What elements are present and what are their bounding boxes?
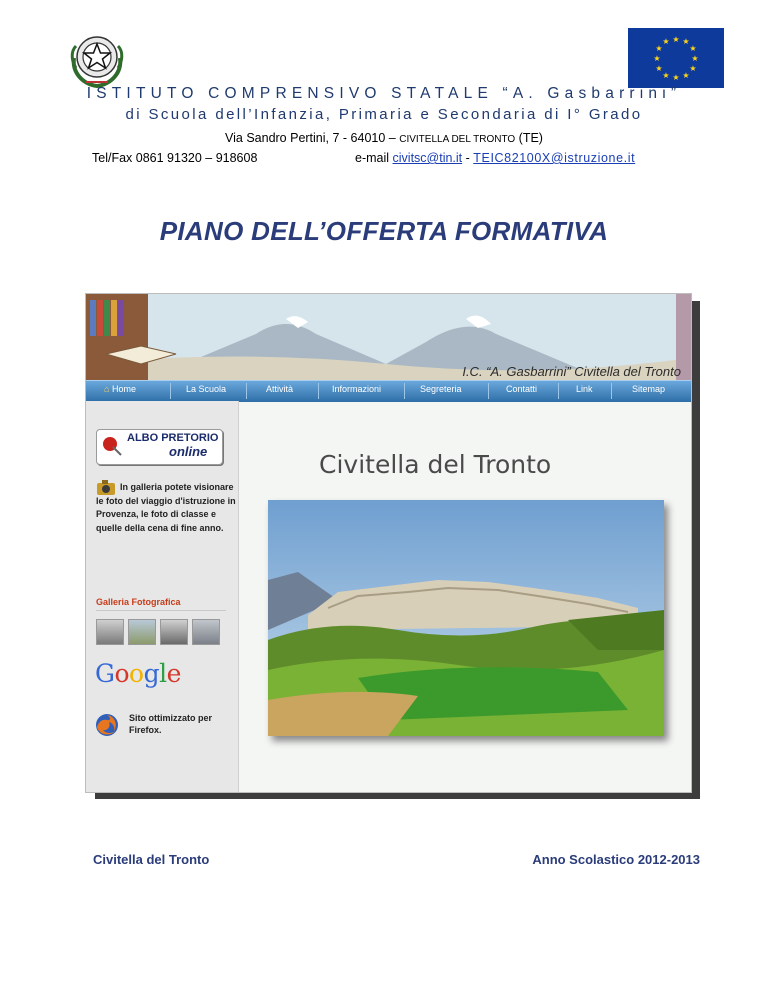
website-screenshot: [85, 293, 692, 793]
nav-attivita[interactable]: Attività: [266, 384, 294, 394]
svg-text:★: ★: [689, 44, 697, 53]
svg-text:★: ★: [691, 54, 699, 63]
footer-school-year: Anno Scolastico 2012-2013: [532, 852, 700, 867]
svg-text:★: ★: [682, 37, 690, 46]
nav-contatti[interactable]: Contatti: [506, 384, 538, 394]
svg-text:★: ★: [689, 64, 697, 73]
firefox-icon: [95, 713, 119, 737]
email-line: [355, 151, 635, 165]
albo-pretorio-button[interactable]: [96, 429, 223, 465]
nav-informazioni[interactable]: Informazioni: [332, 384, 382, 394]
nav-divider: [404, 383, 405, 399]
italian-republic-emblem: [66, 28, 128, 90]
email-label: e-mail: [355, 151, 393, 165]
email-link-2[interactable]: TEIC82100X@istruzione.it: [473, 151, 636, 165]
school-address: [0, 131, 768, 145]
svg-text:★: ★: [655, 44, 663, 53]
nav-divider: [318, 383, 319, 399]
google-logo[interactable]: Google: [95, 659, 181, 688]
nav-home-label: Home: [111, 384, 136, 394]
gallery-info-text: [96, 481, 236, 535]
svg-text:★: ★: [672, 73, 680, 82]
footer-town: Civitella del Tronto: [93, 852, 210, 867]
gallery-info: In galleria potete visionare le foto del viaggio d'istruzione in Provenza, le foto di classe e quelle della cena di fine anno.: [96, 482, 236, 533]
website-main-title: Civitella del Tronto: [319, 450, 552, 479]
svg-text:★: ★: [653, 54, 661, 63]
address-town: CIVITELLA DEL TRONTO: [399, 134, 516, 145]
eu-flag: [628, 28, 724, 88]
email-link-1[interactable]: civitsc@tin.it: [392, 151, 463, 165]
svg-text:★: ★: [662, 71, 670, 80]
nav-divider: [488, 383, 489, 399]
nav-divider: [170, 383, 171, 399]
gallery-thumbnail[interactable]: [160, 619, 188, 645]
galleria-fotografica-heading[interactable]: Galleria Fotografica: [96, 597, 181, 607]
divider: [96, 610, 226, 611]
tel-fax: Tel/Fax 0861 91320 – 918608: [92, 151, 258, 165]
nav-la-scuola[interactable]: La Scuola: [186, 384, 227, 394]
civitella-photo: [268, 500, 664, 736]
gallery-thumbnail[interactable]: [128, 619, 156, 645]
email-separator: -: [462, 151, 474, 165]
town-landscape-image: [268, 500, 664, 736]
school-levels: di Scuola dell’Infanzia, Primaria e Secondaria di I° Grado: [125, 106, 643, 123]
nav-divider: [611, 383, 612, 399]
nav-home[interactable]: [104, 384, 136, 394]
pushpin-icon: [101, 436, 123, 456]
banner-school-title: I.C. “A. Gasbarrini” Civitella del Tronto: [462, 364, 681, 379]
website-nav: [86, 380, 691, 402]
address-suffix: (TE): [515, 131, 543, 145]
nav-divider: [558, 383, 559, 399]
svg-text:★: ★: [672, 35, 680, 44]
website-banner: [86, 294, 691, 380]
address-prefix: Via Sandro Pertini, 7 - 64010 –: [225, 131, 400, 145]
svg-text:★: ★: [662, 37, 670, 46]
document-title: PIANO DELL’OFFERTA FORMATIVA: [159, 216, 609, 246]
nav-segreteria[interactable]: Segreteria: [420, 384, 462, 394]
school-name: ISTITUTO COMPRENSIVO STATALE “A. Gasbarrini”: [86, 85, 682, 102]
albo-online-label: online: [169, 444, 208, 459]
website-sidebar: [86, 401, 239, 792]
gallery-thumbnail[interactable]: [192, 619, 220, 645]
firefox-optimized-text: Sito ottimizzato per Firefox.: [129, 713, 212, 735]
nav-divider: [246, 383, 247, 399]
svg-text:★: ★: [655, 64, 663, 73]
nav-link[interactable]: Link: [576, 384, 593, 394]
albo-label: ALBO PRETORIO: [127, 432, 219, 444]
nav-sitemap[interactable]: Sitemap: [632, 384, 666, 394]
svg-text:★: ★: [682, 71, 690, 80]
home-icon: ⌂: [104, 384, 110, 394]
gallery-thumbnail[interactable]: [96, 619, 124, 645]
eu-stars-icon: [628, 28, 724, 88]
